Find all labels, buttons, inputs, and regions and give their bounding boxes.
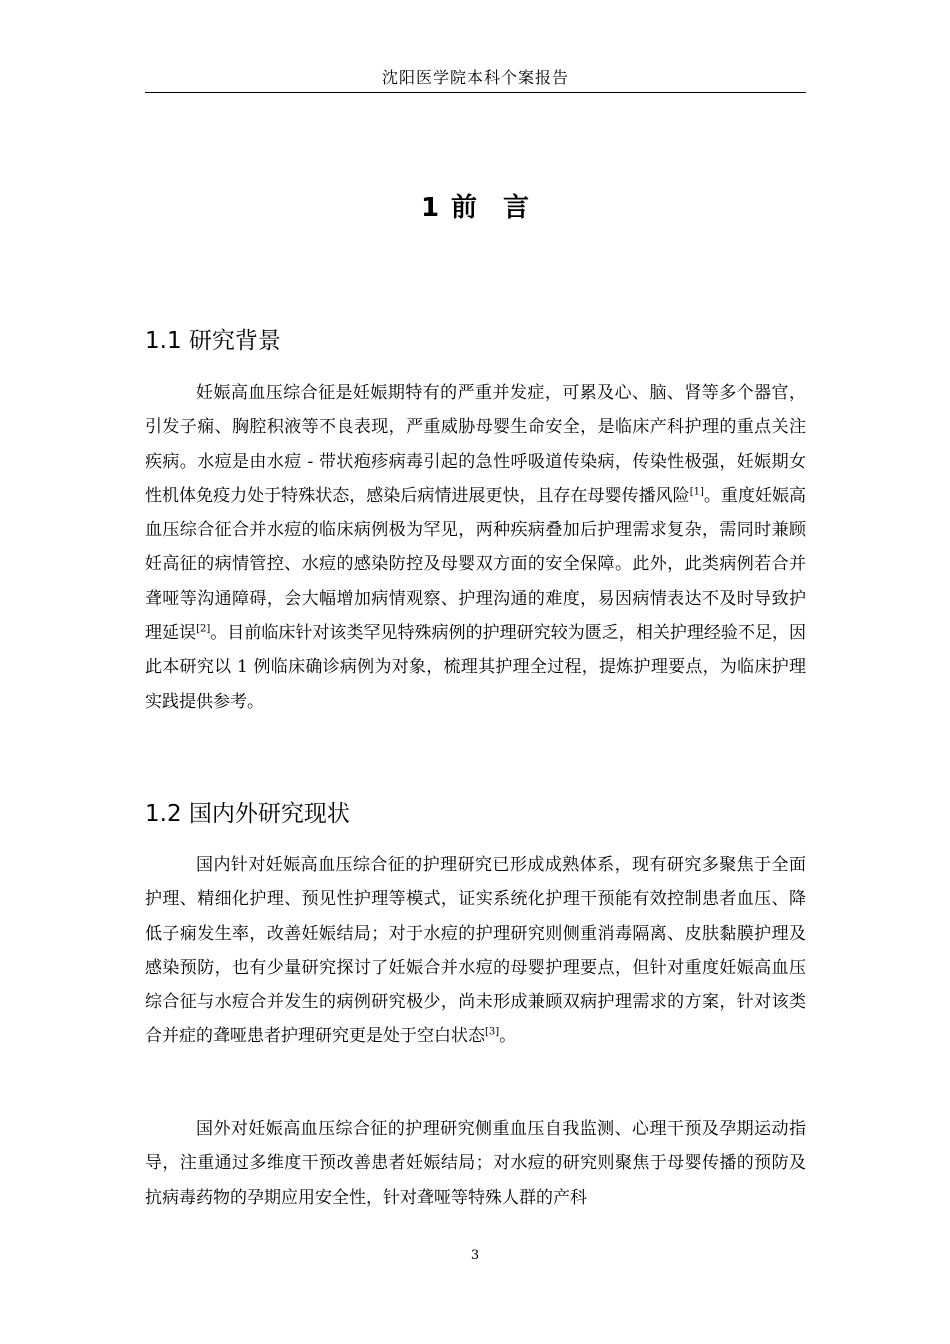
paragraph-background — [145, 376, 806, 719]
section-heading-research-status: 1.2 国内外研究现状 — [145, 801, 350, 827]
paragraph-text: 。 — [499, 1026, 517, 1047]
paragraph-text: 。重度妊娠高血压综合征合并水痘的临床病例极为罕见，两种疾病叠加后护理需求复杂，需同时兼顾妊高征的病情管控、水痘的感染防控及母婴双方面的安全保障。此外，此类病例若合并聋哑等沟通障碍，会大幅增加病情观察、护理沟通的难度，易因病情表达不及时导致护理延误 — [145, 485, 807, 644]
page-number: 3 — [470, 1248, 480, 1263]
paragraph-text: 国内针对妊娠高血压综合征的护理研究已形成成熟体系，现有研究多聚焦于全面护理、精细化护理、预见性护理等模式，证实系统化护理干预能有效控制患者血压、降低子痫发生率，改善妊娠结局；对于水痘的护理研究则侧重消毒隔离、皮肤黏膜护理及感染预防，也有少量研究探讨了妊娠合并水痘的母婴护理要点，但针对重度妊娠高血压综合征与水痘合并发生的病例研究极少，尚未形成兼顾双病护理需求的方案，针对该类合并症的聋哑患者护理研究更是处于空白状态 — [145, 855, 806, 1047]
chapter-number: 1 — [420, 193, 440, 223]
citation-ref-2[interactable]: [2] — [196, 623, 211, 635]
chapter-name: 前 言 — [451, 193, 530, 223]
chapter-title — [0, 190, 950, 226]
paragraph-foreign-research — [145, 1112, 806, 1215]
paragraph-text: 国外对妊娠高血压综合征的护理研究侧重血压自我监测、心理干预及孕期运动指导，注重通过多维度干预改善患者妊娠结局；对水痘的研究则聚焦于母婴传播的预防及抗病毒药物的孕期应用安全性，针对聋哑等特殊人群的产科 — [145, 1119, 806, 1208]
citation-ref-3[interactable]: [3] — [485, 1026, 500, 1038]
paragraph-domestic-research — [145, 848, 806, 1054]
section-heading-background: 1.1 研究背景 — [145, 328, 281, 354]
page-header — [145, 64, 806, 93]
header-title: 沈阳医学院本科个案报告 — [381, 68, 569, 87]
citation-ref-1[interactable]: [1] — [689, 486, 704, 498]
paragraph-text: 。目前临床针对该类罕见特殊病例的护理研究较为匮乏，相关护理经验不足，因此本研究以 1 例临床确诊病例为对象，梳理其护理全过程，提炼护理要点，为临床护理实践提供参考。 — [145, 623, 807, 712]
paragraph-text: 妊娠高血压综合征是妊娠期特有的严重并发症，可累及心、脑、肾等多个器官，引发子痫、胸腔积液等不良表现，严重威胁母婴生命安全，是临床产科护理的重点关注疾病。水痘是由水痘 - 带状疱疹病毒引起的急性呼吸道传染病，传染性极强，妊娠期女性机体免疫力处于特殊状态，感染后病情进展更快，且存在母婴传播风险 — [145, 383, 806, 506]
